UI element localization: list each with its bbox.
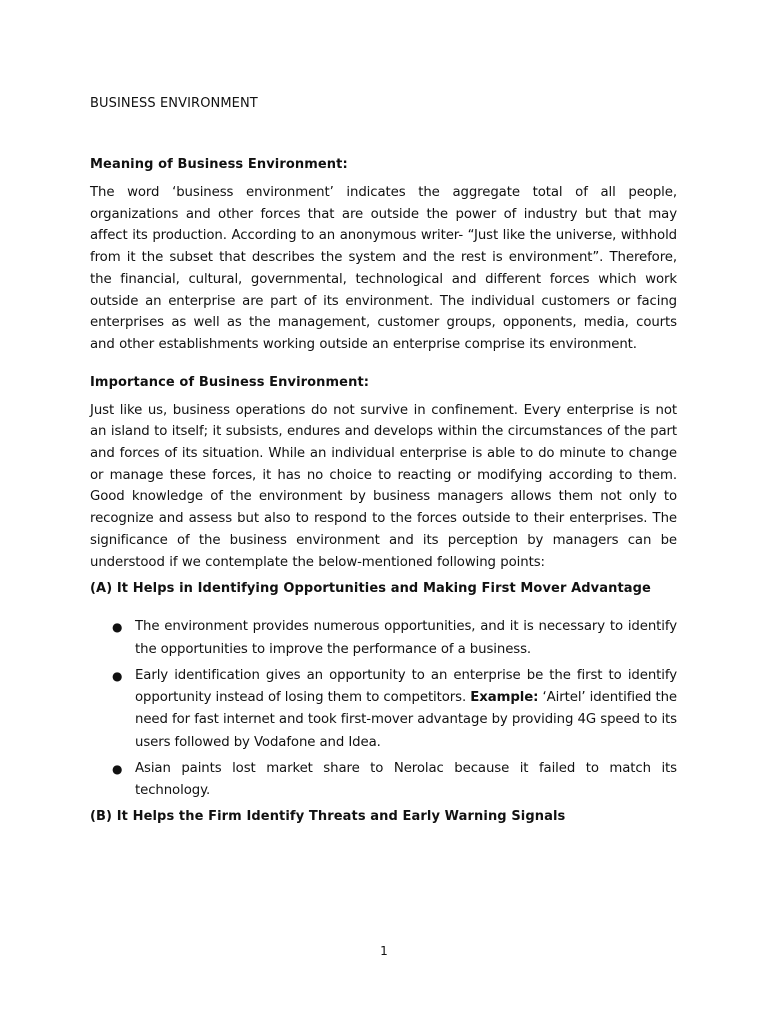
heading-meaning: Meaning of Business Environment: bbox=[90, 157, 348, 172]
list-item bbox=[90, 758, 677, 803]
page-number: 1 bbox=[380, 944, 388, 958]
page-content bbox=[90, 93, 677, 827]
list-item bbox=[90, 616, 677, 661]
bullet-icon: ● bbox=[112, 762, 123, 777]
bullet-icon: ● bbox=[112, 620, 123, 635]
example-label: Example: bbox=[470, 690, 539, 706]
bullet-text-continued: ‘Airtel’ identified the need for fast internet and took first-mover advantage by providing 4G speed to its users followed by Vodafone and Idea. bbox=[135, 690, 677, 750]
bullet-list-point-a bbox=[90, 616, 677, 802]
list-item bbox=[90, 665, 677, 754]
paragraph-meaning: The word ‘business environment’ indicates the aggregate total of all people, organizations and other forces that are outside the power of industry but that may affect its production. According to an anonymous writer- “Just like the universe, withhold from it the subset that describes the system and the rest is environment”. Therefore, the financial, cultural, governmental, technological and different forces which work outside an enterprise are part of its environment. The individual customers or facing enterprises as well as the management, customer groups, opponents, media, courts and other establishments working outside an enterprise comprise its environment. bbox=[90, 185, 677, 352]
document-title: BUSINESS ENVIRONMENT bbox=[90, 96, 258, 111]
heading-importance: Importance of Business Environment: bbox=[90, 374, 370, 390]
bullet-text: Asian paints lost market share to Nerolac because it failed to match its technology. bbox=[135, 761, 677, 799]
bullet-icon: ● bbox=[112, 668, 123, 683]
bullet-text: Early identification gives an opportunity to an enterprise be the first to identify opportunity instead of losing them to competitors. bbox=[135, 667, 677, 706]
heading-point-a: (A) It Helps in Identifying Opportunities and Making First Mover Advantage bbox=[90, 581, 651, 597]
paragraph-importance: Just like us, business operations do not survive in confinement. Every enterprise is not an island to itself; it subsists, endures and develops within the circumstances of the part and forces of its situation. While an individual enterprise is able to do minute to change or manage these forces, it has no choice to reacting or modifying according to them. Good knowledge of the environment by business managers allows them not only to recognize and assess but also to respond to the forces outside to their enterprises. The significance of the business environment and its perception by managers can be understood if we contemplate the below-mentioned following points: bbox=[90, 402, 677, 570]
bullet-text: The environment provides numerous opportunities, and it is necessary to identify the opportunities to improve the performance of a business. bbox=[135, 619, 677, 657]
heading-point-b: (B) It Helps the Firm Identify Threats and Early Warning Signals bbox=[90, 808, 566, 824]
